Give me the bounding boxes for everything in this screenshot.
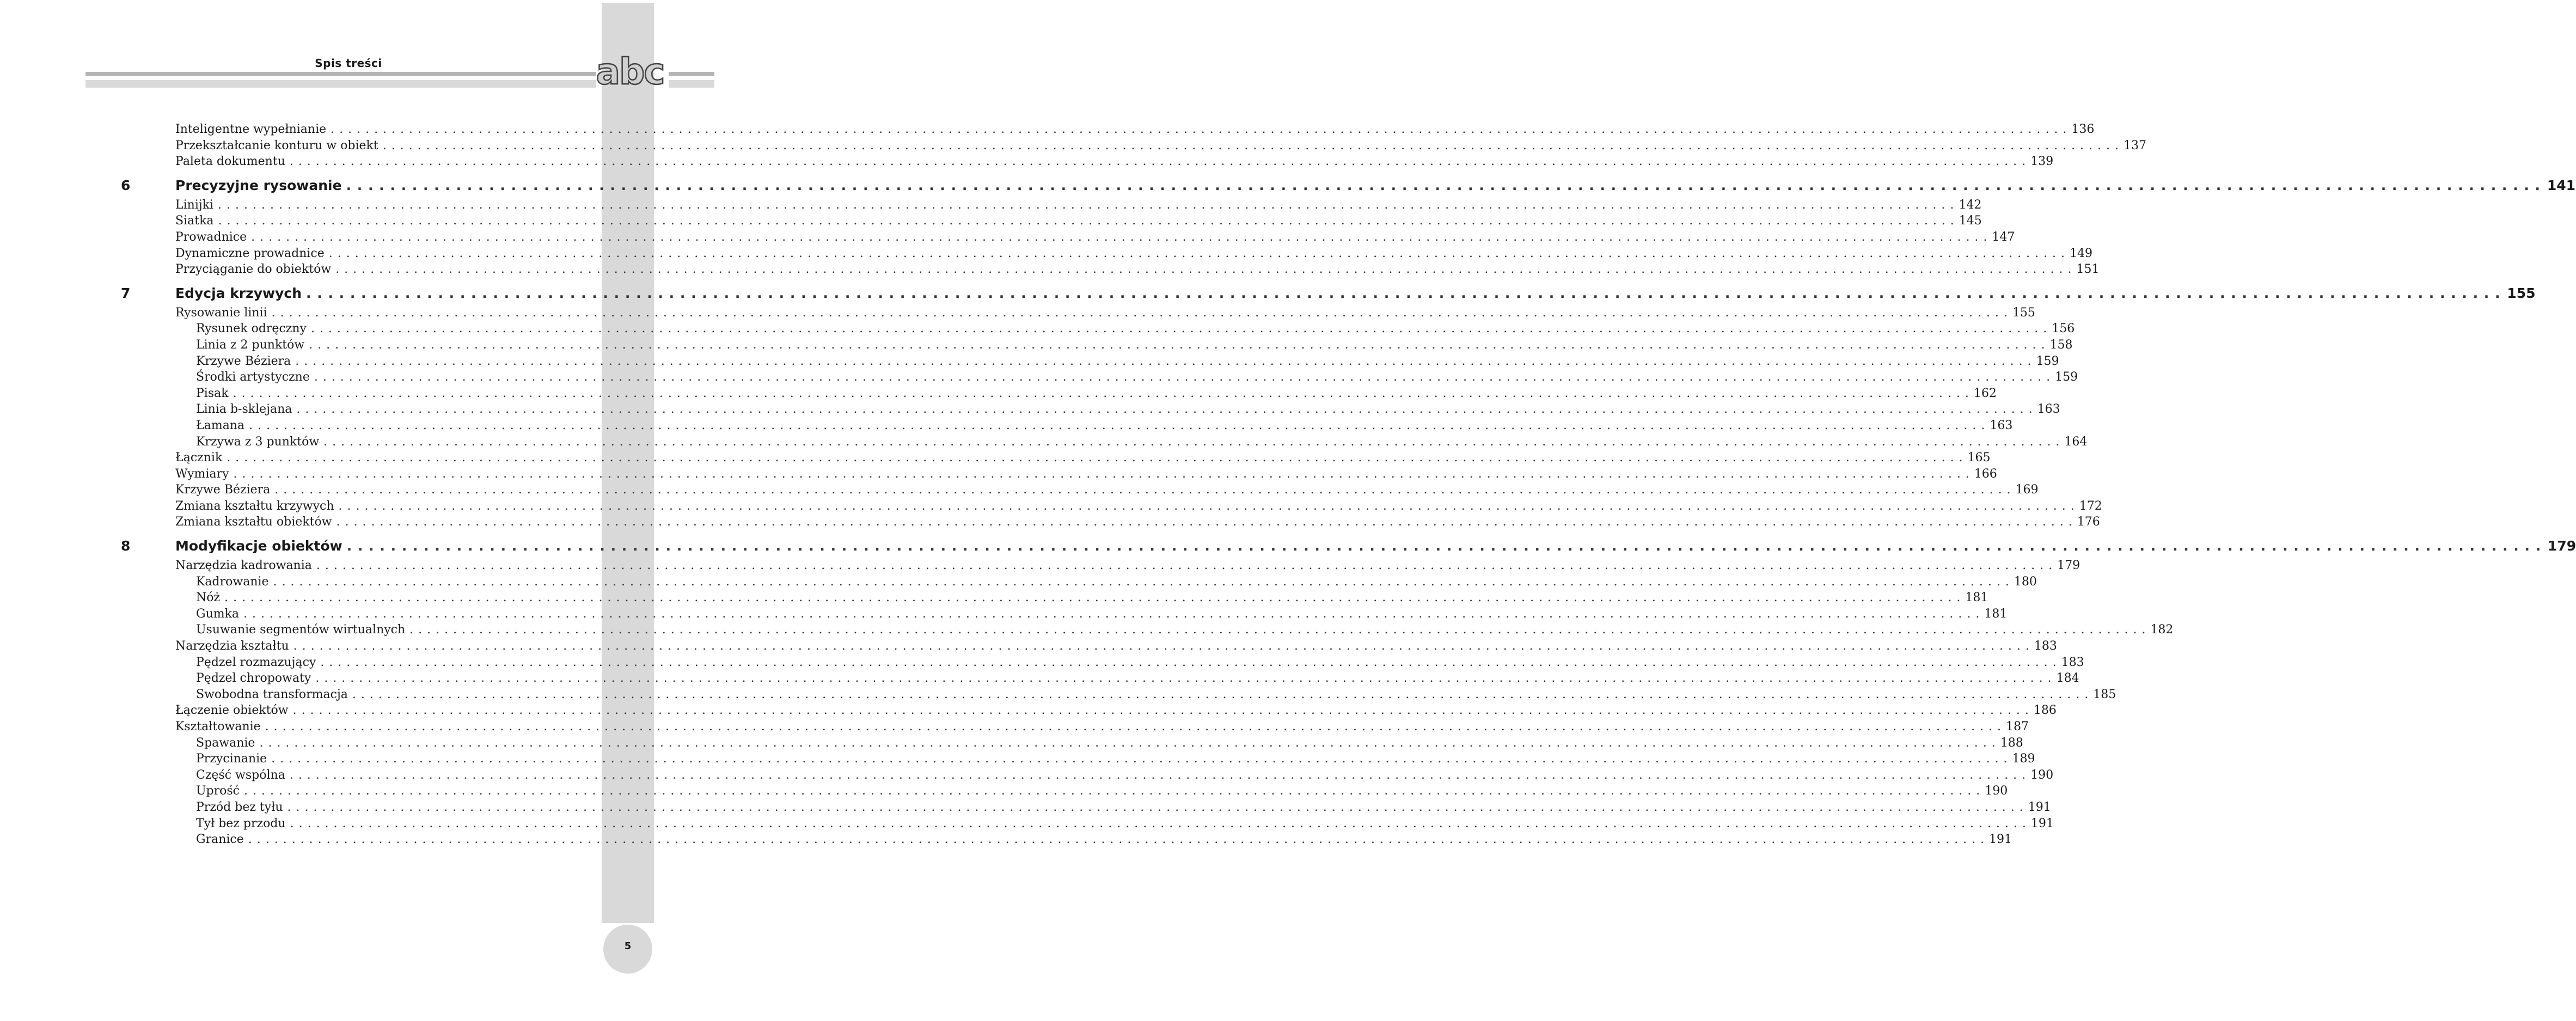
page-ref: 166 xyxy=(1974,467,1997,481)
dot-leader: . . . . . . . . . . . . . . . . . . . . . . . . . . . . . . . . . . . . . . . . . . . . . . . . . . . . . . . . . . . . . . . . . . . . . . . . . . . . . . . . . . . . . . . . . . . . . . . . . . . . . . . . . . . . . . . . . . . . . . . . . . . . . . . . . . . . . . . . . . . . . . . . . . . . . . . . . . . . . . . . . . . . . . . . . . . . . . . . . . . . . . . . . . . . . . . . . . . . . . . . xyxy=(346,177,2541,193)
entry-title: Zmiana kształtu krzywych xyxy=(175,499,334,513)
chapter-number: 7 xyxy=(121,285,131,301)
page-ref: 190 xyxy=(2030,768,2054,782)
dot-leader: . . . . . . . . . . . . . . . . . . . . . . . . . . . . . . . . . . . . . . . . . . . . . . . . . . . . . . . . . . . . . . . . . . . . . . . . . . . . . . . . . . . . . . . . . . . . . . . . . . . . . . . . . . . . . . . . . . . . . . . . . . . . . . . . . . . . . . . . . . . . . . . . . . . . . . . . . . . . . . . . . . . . . . . . . . . . . . . . . . . . . . . . . . . . . . . . . . . . . . . . xyxy=(336,515,2073,529)
toc-entry xyxy=(121,655,2084,671)
toc-entry xyxy=(121,482,2039,498)
running-header: Spis treści xyxy=(315,57,382,70)
page-ref: 189 xyxy=(2012,752,2035,766)
dot-leader: . . . . . . . . . . . . . . . . . . . . . . . . . . . . . . . . . . . . . . . . . . . . . . . . . . . . . . . . . . . . . . . . . . . . . . . . . . . . . . . . . . . . . . . . . . . . . . . . . . . . . . . . . . . . . . . . . . . . . . . . . . . . . . . . . . . . . . . . . . . . . . . . . . . . . . . . . . . . . . . . . . . . . . . . . . . . . . . . . . . . . . . . . . . . . . . . . . . . . . . . xyxy=(314,370,2051,384)
entry-title: Pisak xyxy=(196,386,229,400)
entry-title: Rysowanie linii xyxy=(175,305,267,320)
page-ref: 181 xyxy=(1965,591,1988,605)
entry-title: Modyfikacje obiektów xyxy=(175,538,342,554)
toc-chapter xyxy=(121,282,2536,305)
entry-title: Część wspólna xyxy=(196,768,285,782)
dot-leader: . . . . . . . . . . . . . . . . . . . . . . . . . . . . . . . . . . . . . . . . . . . . . . . . . . . . . . . . . . . . . . . . . . . . . . . . . . . . . . . . . . . . . . . . . . . . . . . . . . . . . . . . . . . . . . . . . . . . . . . . . . . . . . . . . . . . . . . . . . . . . . . . . . . . . . . . . . . . . . . . . . . . . . . . . . . . . . . . . . . . . . . . . . . . . . . . . . . . . . . . xyxy=(320,655,2057,669)
entry-title: Pędzel rozmazujący xyxy=(196,655,316,669)
dot-leader: . . . . . . . . . . . . . . . . . . . . . . . . . . . . . . . . . . . . . . . . . . . . . . . . . . . . . . . . . . . . . . . . . . . . . . . . . . . . . . . . . . . . . . . . . . . . . . . . . . . . . . . . . . . . . . . . . . . . . . . . . . . . . . . . . . . . . . . . . . . . . . . . . . . . . . . . . . . . . . . . . . . . . . . . . . . . . . . . . . . . . . . . . . . . . . . . . . . . . . . . xyxy=(338,499,2075,513)
toc-entry xyxy=(121,305,2035,321)
dot-leader: . . . . . . . . . . . . . . . . . . . . . . . . . . . . . . . . . . . . . . . . . . . . . . . . . . . . . . . . . . . . . . . . . . . . . . . . . . . . . . . . . . . . . . . . . . . . . . . . . . . . . . . . . . . . . . . . . . . . . . . . . . . . . . . . . . . . . . . . . . . . . . . . . . . . . . . . . . . . . . . . . . . . . . . . . . . . . . . . . . . . . . . . . . . . . . . . . . . . . . . . xyxy=(232,386,1969,400)
toc-entry xyxy=(121,321,2075,337)
entry-title: Siatka xyxy=(175,214,214,228)
toc-chapter xyxy=(121,174,2576,197)
page-ref: 147 xyxy=(1992,230,2015,244)
toc-entry xyxy=(121,702,2057,719)
toc-entry xyxy=(121,197,1982,213)
page-ref: 191 xyxy=(2028,800,2051,814)
dot-leader: . . . . . . . . . . . . . . . . . . . . . . . . . . . . . . . . . . . . . . . . . . . . . . . . . . . . . . . . . . . . . . . . . . . . . . . . . . . . . . . . . . . . . . . . . . . . . . . . . . . . . . . . . . . . . . . . . . . . . . . . . . . . . . . . . . . . . . . . . . . . . . . . . . . . . . . . . . . . . . . . . . . . . . . . . . . . . . . . . . . . . . . . . . . . . . . . . . . . . . . . xyxy=(233,467,1970,481)
entry-title: Nóż xyxy=(196,591,221,605)
toc-entry xyxy=(121,213,1982,229)
dot-leader: . . . . . . . . . . . . . . . . . . . . . . . . . . . . . . . . . . . . . . . . . . . . . . . . . . . . . . . . . . . . . . . . . . . . . . . . . . . . . . . . . . . . . . . . . . . . . . . . . . . . . . . . . . . . . . . . . . . . . . . . . . . . . . . . . . . . . . . . . . . . . . . . . . . . . . . . . . . . . . . . . . . . . . . . . . . . . . . . . . . . . . . . . . . . . . . . . . . . . . . . xyxy=(309,338,2046,352)
page-ref: 180 xyxy=(2014,574,2037,589)
page-ref: 139 xyxy=(2030,155,2054,169)
page-ref: 187 xyxy=(2005,720,2029,733)
logo-text: abc xyxy=(596,51,664,93)
entry-title: Krzywe Béziera xyxy=(175,483,271,497)
entry-title: Pędzel chropowaty xyxy=(196,671,311,686)
page-ref: 182 xyxy=(2150,623,2174,637)
entry-title: Edycja krzywych xyxy=(175,285,302,301)
entry-title: Spawanie xyxy=(196,736,255,750)
entry-title: Granice xyxy=(196,833,244,847)
entry-title: Krzywe Béziera xyxy=(196,354,291,368)
page-ref: 151 xyxy=(2076,262,2100,277)
entry-title: Usuwanie segmentów wirtualnych xyxy=(196,623,406,637)
page-ref: 179 xyxy=(2548,538,2576,554)
entry-title: Dynamiczne prowadnice xyxy=(175,246,325,260)
entry-title: Inteligentne wypełnianie xyxy=(175,123,327,136)
entry-title: Linia b-sklejana xyxy=(196,402,292,417)
page-ref: 156 xyxy=(2052,322,2075,336)
toc-entry xyxy=(121,638,2057,655)
toc-entry xyxy=(121,719,2029,735)
page-ref: 164 xyxy=(2064,435,2088,449)
entry-title: Swobodna transformacja xyxy=(196,687,348,701)
page-ref: 188 xyxy=(2000,736,2023,750)
page-ref: 169 xyxy=(2015,483,2039,497)
dot-leader: . . . . . . . . . . . . . . . . . . . . . . . . . . . . . . . . . . . . . . . . . . . . . . . . . . . . . . . . . . . . . . . . . . . . . . . . . . . . . . . . . . . . . . . . . . . . . . . . . . . . . . . . . . . . . . . . . . . . . . . . . . . . . . . . . . . . . . . . . . . . . . . . . . . . . . . . . . . . . . . . . . . . . . . . . . . . . . . . . . . . . . . . . . . . . . . . . . . . . . . . xyxy=(335,262,2072,277)
dot-leader: . . . . . . . . . . . . . . . . . . . . . . . . . . . . . . . . . . . . . . . . . . . . . . . . . . . . . . . . . . . . . . . . . . . . . . . . . . . . . . . . . . . . . . . . . . . . . . . . . . . . . . . . . . . . . . . . . . . . . . . . . . . . . . . . . . . . . . . . . . . . . . . . . . . . . . . . . . . . . . . . . . . . . . . . . . . . . . . . . . . . . . . . . . . . . . . . . . . . . . . . xyxy=(346,538,2542,554)
toc-entry xyxy=(121,466,1997,482)
dot-leader: . . . . . . . . . . . . . . . . . . . . . . . . . . . . . . . . . . . . . . . . . . . . . . . . . . . . . . . . . . . . . . . . . . . . . . . . . . . . . . . . . . . . . . . . . . . . . . . . . . . . . . . . . . . . . . . . . . . . . . . . . . . . . . . . . . . . . . . . . . . . . . . . . . . . . . . . . . . . . . . . . . . . . . . . . . . . . . . . . . . . . . . . . . . . . . . . . . . . . . . . xyxy=(352,687,2089,701)
toc-entry xyxy=(121,450,1991,466)
page-ref: 186 xyxy=(2033,704,2057,718)
toc-entry xyxy=(121,767,2054,784)
dot-leader: . . . . . . . . . . . . . . . . . . . . . . . . . . . . . . . . . . . . . . . . . . . . . . . . . . . . . . . . . . . . . . . . . . . . . . . . . . . . . . . . . . . . . . . . . . . . . . . . . . . . . . . . . . . . . . . . . . . . . . . . . . . . . . . . . . . . . . . . . . . . . . . . . . . . . . . . . . . . . . . . . . . . . . . . . . . . . . . . . . . . . . . . . . . . . . . . . . . . . . . . xyxy=(382,138,2119,152)
entry-title: Precyzyjne rysowanie xyxy=(175,177,342,193)
page-ref: 145 xyxy=(1959,214,1982,228)
dot-leader: . . . . . . . . . . . . . . . . . . . . . . . . . . . . . . . . . . . . . . . . . . . . . . . . . . . . . . . . . . . . . . . . . . . . . . . . . . . . . . . . . . . . . . . . . . . . . . . . . . . . . . . . . . . . . . . . . . . . . . . . . . . . . . . . . . . . . . . . . . . . . . . . . . . . . . . . . . . . . . . . . . . . . . . . . . . . . . . . . . . . . . . . . . . . . . . . . . . . . . . . xyxy=(273,574,2010,589)
page-ref: 163 xyxy=(2037,402,2060,417)
table-of-contents xyxy=(121,121,2576,848)
header-rule xyxy=(85,80,596,88)
toc-entry xyxy=(121,670,2079,687)
header-rule xyxy=(669,72,714,76)
chapter-number: 6 xyxy=(121,177,131,193)
toc-entry xyxy=(121,783,2008,799)
dot-leader: . . . . . . . . . . . . . . . . . . . . . . . . . . . . . . . . . . . . . . . . . . . . . . . . . . . . . . . . . . . . . . . . . . . . . . . . . . . . . . . . . . . . . . . . . . . . . . . . . . . . . . . . . . . . . . . . . . . . . . . . . . . . . . . . . . . . . . . . . . . . . . . . . . . . . . . . . . . . . . . . . . . . . . . . . . . . . . . . . . . . . . . . . . . . . . . . . . . . . . . . xyxy=(331,123,2067,136)
entry-title: Tył bez przodu xyxy=(196,816,286,830)
dot-leader: . . . . . . . . . . . . . . . . . . . . . . . . . . . . . . . . . . . . . . . . . . . . . . . . . . . . . . . . . . . . . . . . . . . . . . . . . . . . . . . . . . . . . . . . . . . . . . . . . . . . . . . . . . . . . . . . . . . . . . . . . . . . . . . . . . . . . . . . . . . . . . . . . . . . . . . . . . . . . . . . . . . . . . . . . . . . . . . . . . . . . . . . . . . . . . . . . . . . . . . . xyxy=(218,214,1955,228)
page-ref: 184 xyxy=(2056,671,2079,686)
page-ref: 179 xyxy=(2057,559,2081,573)
toc-entry xyxy=(121,434,2088,450)
toc-entry xyxy=(121,799,2051,816)
dot-leader: . . . . . . . . . . . . . . . . . . . . . . . . . . . . . . . . . . . . . . . . . . . . . . . . . . . . . . . . . . . . . . . . . . . . . . . . . . . . . . . . . . . . . . . . . . . . . . . . . . . . . . . . . . . . . . . . . . . . . . . . . . . . . . . . . . . . . . . . . . . . . . . . . . . . . . . . . . . . . . . . . . . . . . . . . . . . . . . . . . . . . . . . . . . . . . . . . . . . . . . . xyxy=(224,591,1961,605)
page-ref: 159 xyxy=(2036,354,2059,368)
page-ref: 185 xyxy=(2093,687,2116,701)
dot-leader: . . . . . . . . . . . . . . . . . . . . . . . . . . . . . . . . . . . . . . . . . . . . . . . . . . . . . . . . . . . . . . . . . . . . . . . . . . . . . . . . . . . . . . . . . . . . . . . . . . . . . . . . . . . . . . . . . . . . . . . . . . . . . . . . . . . . . . . . . . . . . . . . . . . . . . . . . . . . . . . . . . . . . . . . . . . . . . . . . . . . . . . . . . . . . . . . . . . . . . . . xyxy=(328,246,2066,260)
toc-entry xyxy=(121,401,2060,418)
page-ref: 158 xyxy=(2049,338,2073,352)
toc-entry xyxy=(121,590,1988,606)
toc-entry xyxy=(121,353,2059,370)
toc-entry xyxy=(121,558,2081,574)
page-ref: 191 xyxy=(2030,816,2054,830)
entry-title: Krzywa z 3 punktów xyxy=(196,435,320,449)
toc-entry xyxy=(121,418,2013,434)
page-ref: 183 xyxy=(2061,655,2084,669)
toc-entry xyxy=(121,138,2146,154)
page-number: 5 xyxy=(624,940,632,952)
toc-entry xyxy=(121,498,2102,515)
chapter-number: 8 xyxy=(121,538,131,554)
toc-entry xyxy=(121,606,2008,622)
entry-title: Przekształcanie konturu w obiekt xyxy=(175,138,378,152)
toc-entry xyxy=(121,514,2100,530)
page-ref: 155 xyxy=(2012,305,2035,320)
entry-title: Kształtowanie xyxy=(175,720,261,733)
toc-entry xyxy=(121,337,2073,353)
toc-entry xyxy=(121,574,2037,590)
dot-leader: . . . . . . . . . . . . . . . . . . . . . . . . . . . . . . . . . . . . . . . . . . . . . . . . . . . . . . . . . . . . . . . . . . . . . . . . . . . . . . . . . . . . . . . . . . . . . . . . . . . . . . . . . . . . . . . . . . . . . . . . . . . . . . . . . . . . . . . . . . . . . . . . . . . . . . . . . . . . . . . . . . . . . . . . . . . . . . . . . . . . . . . . . . . . . . . . . . . . . . . . xyxy=(289,768,2027,782)
dot-leader: . . . . . . . . . . . . . . . . . . . . . . . . . . . . . . . . . . . . . . . . . . . . . . . . . . . . . . . . . . . . . . . . . . . . . . . . . . . . . . . . . . . . . . . . . . . . . . . . . . . . . . . . . . . . . . . . . . . . . . . . . . . . . . . . . . . . . . . . . . . . . . . . . . . . . . . . . . . . . . . . . . . . . . . . . . . . . . . . . . . . . . . . . . . . . . . . . . . . . . . . xyxy=(316,559,2053,573)
page-ref: 181 xyxy=(1984,607,2008,621)
entry-title: Narzędzia kształtu xyxy=(175,639,289,653)
entry-title: Gumka xyxy=(196,607,240,621)
dot-leader: . . . . . . . . . . . . . . . . . . . . . . . . . . . . . . . . . . . . . . . . . . . . . . . . . . . . . . . . . . . . . . . . . . . . . . . . . . . . . . . . . . . . . . . . . . . . . . . . . . . . . . . . . . . . . . . . . . . . . . . . . . . . . . . . . . . . . . . . . . . . . . . . . . . . . . . . . . . . . . . . . . . . . . . . . . . . . . . . . . . . . . . . . . . . . . . . . . . . . . . . xyxy=(271,305,2008,320)
entry-title: Łącznik xyxy=(175,451,223,465)
dot-leader: . . . . . . . . . . . . . . . . . . . . . . . . . . . . . . . . . . . . . . . . . . . . . . . . . . . . . . . . . . . . . . . . . . . . . . . . . . . . . . . . . . . . . . . . . . . . . . . . . . . . . . . . . . . . . . . . . . . . . . . . . . . . . . . . . . . . . . . . . . . . . . . . . . . . . . . . . . . . . . . . . . . . . . . . . . . . . . . . . . . . . . . . . . . . . . . . . . . . . . . . xyxy=(271,752,2008,766)
page-ref: 155 xyxy=(2507,285,2536,301)
dot-leader: . . . . . . . . . . . . . . . . . . . . . . . . . . . . . . . . . . . . . . . . . . . . . . . . . . . . . . . . . . . . . . . . . . . . . . . . . . . . . . . . . . . . . . . . . . . . . . . . . . . . . . . . . . . . . . . . . . . . . . . . . . . . . . . . . . . . . . . . . . . . . . . . . . . . . . . . . . . . . . . . . . . . . . . . . . . . . . . . . . . . . . . . . . . . . . . . . . . . . . . . xyxy=(315,671,2052,686)
page-ref: 183 xyxy=(2034,639,2057,653)
entry-title: Linijki xyxy=(175,198,214,212)
entry-title: Prowadnice xyxy=(175,230,247,244)
entry-title: Środki artystyczne xyxy=(196,370,310,384)
page-ref: 136 xyxy=(2071,123,2095,136)
dot-leader: . . . . . . . . . . . . . . . . . . . . . . . . . . . . . . . . . . . . . . . . . . . . . . . . . . . . . . . . . . . . . . . . . . . . . . . . . . . . . . . . . . . . . . . . . . . . . . . . . . . . . . . . . . . . . . . . . . . . . . . . . . . . . . . . . . . . . . . . . . . . . . . . . . . . . . . . . . . . . . . . . . . . . . . . . . . . . . . . . . . . . . . . . . . . . . . . . . . . . . . . xyxy=(243,607,1980,621)
dot-leader: . . . . . . . . . . . . . . . . . . . . . . . . . . . . . . . . . . . . . . . . . . . . . . . . . . . . . . . . . . . . . . . . . . . . . . . . . . . . . . . . . . . . . . . . . . . . . . . . . . . . . . . . . . . . . . . . . . . . . . . . . . . . . . . . . . . . . . . . . . . . . . . . . . . . . . . . . . . . . . . . . . . . . . . . . . . . . . . . . . . . . . . . . . . . . . . . . . . . . . . . xyxy=(295,354,2032,368)
dot-leader: . . . . . . . . . . . . . . . . . . . . . . . . . . . . . . . . . . . . . . . . . . . . . . . . . . . . . . . . . . . . . . . . . . . . . . . . . . . . . . . . . . . . . . . . . . . . . . . . . . . . . . . . . . . . . . . . . . . . . . . . . . . . . . . . . . . . . . . . . . . . . . . . . . . . . . . . . . . . . . . . . . . . . . . . . . . . . . . . . . . . . . . . . . . . . . . . . . . . . . . . xyxy=(218,198,1955,212)
toc-entry xyxy=(121,751,2035,767)
entry-title: Przód bez tyłu xyxy=(196,800,283,814)
page-ref: 149 xyxy=(2070,246,2093,260)
entry-title: Narzędzia kadrowania xyxy=(175,559,312,573)
toc-entry xyxy=(121,261,2100,278)
toc-entry xyxy=(121,687,2116,703)
page-ref: 190 xyxy=(1985,784,2008,798)
toc-entry xyxy=(121,229,2015,246)
dot-leader: . . . . . . . . . . . . . . . . . . . . . . . . . . . . . . . . . . . . . . . . . . . . . . . . . . . . . . . . . . . . . . . . . . . . . . . . . . . . . . . . . . . . . . . . . . . . . . . . . . . . . . . . . . . . . . . . . . . . . . . . . . . . . . . . . . . . . . . . . . . . . . . . . . . . . . . . . . . . . . . . . . . . . . . . . . . . . . . . . . . . . . . . . . . . . . . . . . . . . . . . xyxy=(251,230,1988,244)
entry-title: Przyciąganie do obiektów xyxy=(175,262,332,277)
entry-title: Kadrowanie xyxy=(196,574,269,589)
dot-leader: . . . . . . . . . . . . . . . . . . . . . . . . . . . . . . . . . . . . . . . . . . . . . . . . . . . . . . . . . . . . . . . . . . . . . . . . . . . . . . . . . . . . . . . . . . . . . . . . . . . . . . . . . . . . . . . . . . . . . . . . . . . . . . . . . . . . . . . . . . . . . . . . . . . . . . . . . . . . . . . . . . . . . . . . . . . . . . . . . . . . . . . . . . . . . . . . . . . . . . . . xyxy=(323,435,2060,449)
dot-leader: . . . . . . . . . . . . . . . . . . . . . . . . . . . . . . . . . . . . . . . . . . . . . . . . . . . . . . . . . . . . . . . . . . . . . . . . . . . . . . . . . . . . . . . . . . . . . . . . . . . . . . . . . . . . . . . . . . . . . . . . . . . . . . . . . . . . . . . . . . . . . . . . . . . . . . . . . . . . . . . . . . . . . . . . . . . . . . . . . . . . . . . . . . . . . . . . . . . . . . . . xyxy=(265,720,2002,733)
toc-entry xyxy=(121,246,2093,262)
page-ref: 176 xyxy=(2077,515,2100,529)
toc-entry xyxy=(121,832,2012,848)
page-ref: 142 xyxy=(1959,198,1982,212)
dot-leader: . . . . . . . . . . . . . . . . . . . . . . . . . . . . . . . . . . . . . . . . . . . . . . . . . . . . . . . . . . . . . . . . . . . . . . . . . . . . . . . . . . . . . . . . . . . . . . . . . . . . . . . . . . . . . . . . . . . . . . . . . . . . . . . . . . . . . . . . . . . . . . . . . . . . . . . . . . . . . . . . . . . . . . . . . . . . . . . . . . . . . . . . . . . . . . . . . . . . . . . . xyxy=(289,155,2027,169)
dot-leader: . . . . . . . . . . . . . . . . . . . . . . . . . . . . . . . . . . . . . . . . . . . . . . . . . . . . . . . . . . . . . . . . . . . . . . . . . . . . . . . . . . . . . . . . . . . . . . . . . . . . . . . . . . . . . . . . . . . . . . . . . . . . . . . . . . . . . . . . . . . . . . . . . . . . . . . . . . . . . . . . . . . . . . . . . . . . . . . . . . . . . . . . . . . . . . . . . . . . . . . . xyxy=(293,639,2030,653)
entry-title: Wymiary xyxy=(175,467,229,481)
dot-leader: . . . . . . . . . . . . . . . . . . . . . . . . . . . . . . . . . . . . . . . . . . . . . . . . . . . . . . . . . . . . . . . . . . . . . . . . . . . . . . . . . . . . . . . . . . . . . . . . . . . . . . . . . . . . . . . . . . . . . . . . . . . . . . . . . . . . . . . . . . . . . . . . . . . . . . . . . . . . . . . . . . . . . . . . . . . . . . . . . . . . . . . . . . . . . . . . . . . . . . . . xyxy=(249,418,1986,432)
toc-entry xyxy=(121,735,2023,751)
dot-leader: . . . . . . . . . . . . . . . . . . . . . . . . . . . . . . . . . . . . . . . . . . . . . . . . . . . . . . . . . . . . . . . . . . . . . . . . . . . . . . . . . . . . . . . . . . . . . . . . . . . . . . . . . . . . . . . . . . . . . . . . . . . . . . . . . . . . . . . . . . . . . . . . . . . . . . . . . . . . . . . . . . . . . . . . . . . . . . . . . . . . . . . . . . . . . . . . . . . . . . . . xyxy=(274,483,2011,497)
dot-leader: . . . . . . . . . . . . . . . . . . . . . . . . . . . . . . . . . . . . . . . . . . . . . . . . . . . . . . . . . . . . . . . . . . . . . . . . . . . . . . . . . . . . . . . . . . . . . . . . . . . . . . . . . . . . . . . . . . . . . . . . . . . . . . . . . . . . . . . . . . . . . . . . . . . . . . . . . . . . . . . . . . . . . . . . . . . . . . . . . . . . . . . . . . . . . . . . . . . . . . . . xyxy=(244,784,1981,798)
toc-chapter xyxy=(121,535,2576,558)
dot-leader: . . . . . . . . . . . . . . . . . . . . . . . . . . . . . . . . . . . . . . . . . . . . . . . . . . . . . . . . . . . . . . . . . . . . . . . . . . . . . . . . . . . . . . . . . . . . . . . . . . . . . . . . . . . . . . . . . . . . . . . . . . . . . . . . . . . . . . . . . . . . . . . . . . . . . . . . . . . . . . . . . . . . . . . . . . . . . . . . . . . . . . . . . . . . . . . . . . . . . . . . xyxy=(227,451,1963,465)
header-rule xyxy=(85,72,596,76)
dot-leader: . . . . . . . . . . . . . . . . . . . . . . . . . . . . . . . . . . . . . . . . . . . . . . . . . . . . . . . . . . . . . . . . . . . . . . . . . . . . . . . . . . . . . . . . . . . . . . . . . . . . . . . . . . . . . . . . . . . . . . . . . . . . . . . . . . . . . . . . . . . . . . . . . . . . . . . . . . . . . . . . . . . . . . . . . . . . . . . . . . . . . . . . . . . . . . . . . . . . . . . . xyxy=(409,623,2146,637)
dot-leader: . . . . . . . . . . . . . . . . . . . . . . . . . . . . . . . . . . . . . . . . . . . . . . . . . . . . . . . . . . . . . . . . . . . . . . . . . . . . . . . . . . . . . . . . . . . . . . . . . . . . . . . . . . . . . . . . . . . . . . . . . . . . . . . . . . . . . . . . . . . . . . . . . . . . . . . . . . . . . . . . . . . . . . . . . . . . . . . . . . . . . . . . . . . . . . . . . . . . . . . . xyxy=(287,800,2024,814)
dot-leader: . . . . . . . . . . . . . . . . . . . . . . . . . . . . . . . . . . . . . . . . . . . . . . . . . . . . . . . . . . . . . . . . . . . . . . . . . . . . . . . . . . . . . . . . . . . . . . . . . . . . . . . . . . . . . . . . . . . . . . . . . . . . . . . . . . . . . . . . . . . . . . . . . . . . . . . . . . . . . . . . . . . . . . . . . . . . . . . . . . . . . . . . . . . . . . . . . . . . . . . . xyxy=(296,402,2033,417)
page-ref: 165 xyxy=(1967,451,1991,465)
dot-leader: . . . . . . . . . . . . . . . . . . . . . . . . . . . . . . . . . . . . . . . . . . . . . . . . . . . . . . . . . . . . . . . . . . . . . . . . . . . . . . . . . . . . . . . . . . . . . . . . . . . . . . . . . . . . . . . . . . . . . . . . . . . . . . . . . . . . . . . . . . . . . . . . . . . . . . . . . . . . . . . . . . . . . . . . . . . . . . . . . . . . . . . . . . . . . . . . . . . . . . . . xyxy=(306,285,2501,301)
dot-leader: . . . . . . . . . . . . . . . . . . . . . . . . . . . . . . . . . . . . . . . . . . . . . . . . . . . . . . . . . . . . . . . . . . . . . . . . . . . . . . . . . . . . . . . . . . . . . . . . . . . . . . . . . . . . . . . . . . . . . . . . . . . . . . . . . . . . . . . . . . . . . . . . . . . . . . . . . . . . . . . . . . . . . . . . . . . . . . . . . . . . . . . . . . . . . . . . . . . . . . . . xyxy=(290,816,2027,830)
dot-leader: . . . . . . . . . . . . . . . . . . . . . . . . . . . . . . . . . . . . . . . . . . . . . . . . . . . . . . . . . . . . . . . . . . . . . . . . . . . . . . . . . . . . . . . . . . . . . . . . . . . . . . . . . . . . . . . . . . . . . . . . . . . . . . . . . . . . . . . . . . . . . . . . . . . . . . . . . . . . . . . . . . . . . . . . . . . . . . . . . . . . . . . . . . . . . . . . . . . . . . . . xyxy=(248,833,1985,847)
page-ref: 137 xyxy=(2123,138,2146,152)
page-ref: 162 xyxy=(1973,386,1997,400)
entry-title: Zmiana kształtu obiektów xyxy=(175,515,332,529)
dot-leader: . . . . . . . . . . . . . . . . . . . . . . . . . . . . . . . . . . . . . . . . . . . . . . . . . . . . . . . . . . . . . . . . . . . . . . . . . . . . . . . . . . . . . . . . . . . . . . . . . . . . . . . . . . . . . . . . . . . . . . . . . . . . . . . . . . . . . . . . . . . . . . . . . . . . . . . . . . . . . . . . . . . . . . . . . . . . . . . . . . . . . . . . . . . . . . . . . . . . . . . . xyxy=(310,322,2048,336)
page-ref: 159 xyxy=(2055,370,2078,384)
entry-title: Paleta dokumentu xyxy=(175,155,285,169)
page-ref: 191 xyxy=(1989,833,2012,847)
entry-title: Przycinanie xyxy=(196,752,267,766)
entry-title: Uprość xyxy=(196,784,240,798)
page-ref: 141 xyxy=(2547,177,2576,193)
page-ref: 172 xyxy=(2079,499,2102,513)
abc-logo xyxy=(590,50,670,94)
entry-title: Linia z 2 punktów xyxy=(196,338,305,352)
entry-title: Łamana xyxy=(196,418,245,432)
header-rule xyxy=(669,80,714,88)
toc-entry xyxy=(121,369,2078,386)
toc-entry xyxy=(121,154,2054,170)
entry-title: Rysunek odręczny xyxy=(196,322,307,336)
toc-entry xyxy=(121,386,1997,402)
toc-entry xyxy=(121,121,2095,138)
toc-entry xyxy=(121,816,2054,832)
entry-title: Łączenie obiektów xyxy=(175,704,289,718)
toc-entry xyxy=(121,622,2174,638)
dot-leader: . . . . . . . . . . . . . . . . . . . . . . . . . . . . . . . . . . . . . . . . . . . . . . . . . . . . . . . . . . . . . . . . . . . . . . . . . . . . . . . . . . . . . . . . . . . . . . . . . . . . . . . . . . . . . . . . . . . . . . . . . . . . . . . . . . . . . . . . . . . . . . . . . . . . . . . . . . . . . . . . . . . . . . . . . . . . . . . . . . . . . . . . . . . . . . . . . . . . . . . . xyxy=(292,704,2029,718)
dot-leader: . . . . . . . . . . . . . . . . . . . . . . . . . . . . . . . . . . . . . . . . . . . . . . . . . . . . . . . . . . . . . . . . . . . . . . . . . . . . . . . . . . . . . . . . . . . . . . . . . . . . . . . . . . . . . . . . . . . . . . . . . . . . . . . . . . . . . . . . . . . . . . . . . . . . . . . . . . . . . . . . . . . . . . . . . . . . . . . . . . . . . . . . . . . . . . . . . . . . . . . . xyxy=(259,736,1996,750)
page-ref: 163 xyxy=(1990,418,2013,432)
